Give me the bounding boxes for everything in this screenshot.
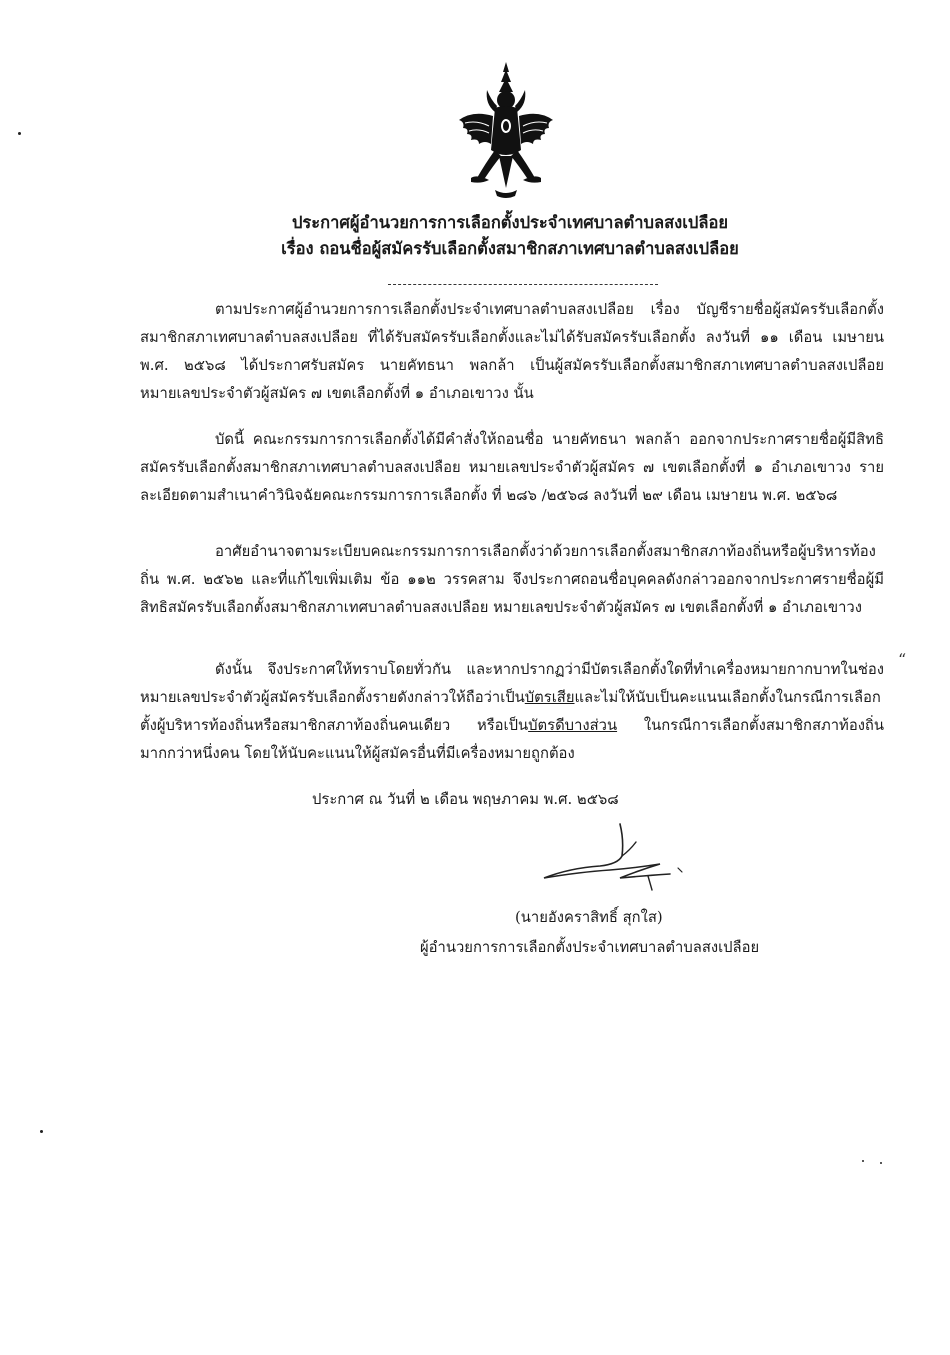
document-title (140, 210, 880, 262)
paragraph-4 (140, 656, 884, 768)
margin-mark: “ (898, 650, 907, 669)
scan-speck (40, 1130, 43, 1133)
paragraph-4-text-a: ดังนั้น จึงประกาศให้ทราบโดยทั่วกัน และหากปรากฏว่ามีบัตรเลือกตั้งใดที่ทำเครื่องหมายกากบาทในช่องหมายเลขประจำตัวผู้สมัครรับเลือกตั้งรายดังกล่าวให้ถือว่าเป็น (140, 661, 884, 706)
handwritten-signature (540, 820, 690, 900)
title-line-2: เรื่อง ถอนชื่อผู้สมัครรับเลือกตั้งสมาชิกสภาเทศบาลตำบลสงเปลือย (281, 239, 739, 258)
paragraph-4-text-b: และไม่ให้นับเป็นคะแนนเลือกตั้งในกรณีการเลือกตั้งผู้บริหารท้องถิ่นหรือสมาชิกสภาท้องถิ่นคนเดียว หรือเป็น (140, 689, 881, 734)
paragraph-2: บัดนี้ คณะกรรมการการเลือกตั้งได้มีคำสั่งให้ถอนชื่อ นายคัทธนา พลกล้า ออกจากประกาศรายชื่อผู้มีสิทธิสมัครรับเลือกตั้งสมาชิกสภาเทศบาลตำบลสงเปลือย หมายเลขประจำตัวผู้สมัคร ๗ เขตเลือกตั้งที่ ๑ อำเภอเขาวง รายละเอียดตามสำเนาคำวินิจฉัยคณะกรรมการการเลือกตั้ง ที่ ๒๘๖ /๒๕๖๘ ลงวันที่ ๒๙ เดือน เมษายน พ.ศ. ๒๕๖๘ (140, 431, 884, 504)
paragraph-4-text-c: ในกรณีการเลือกตั้งสมาชิกสภาท้องถิ่นมากกว่าหนึ่งคน โดยให้นับคะแนนให้ผู้สมัครอื่นที่มีเครื่องหมายถูกต้อง (140, 717, 884, 762)
scan-speck (862, 1160, 864, 1162)
title-divider (388, 284, 658, 285)
signer-name: (นายอังคราสิทธิ์ สุกใส) (515, 909, 663, 926)
scan-speck (18, 132, 21, 135)
paragraph-3: อาศัยอำนาจตามระเบียบคณะกรรมการการเลือกตั้งว่าด้วยการเลือกตั้งสมาชิกสภาท้องถิ่นหรือผู้บริหารท้องถิ่น พ.ศ. ๒๕๖๒ และที่แก้ไขเพิ่มเติม ข้อ ๑๑๒ วรรคสาม จึงประกาศถอนชื่อบุคคลดังกล่าวออกจากประกาศรายชื่อผู้มีสิทธิสมัครรับเลือกตั้งสมาชิกสภาเทศบาลตำบลสงเปลือย หมายเลขประจำตัวผู้สมัคร ๗ เขตเลือกตั้งที่ ๑ อำเภอเขาวง (140, 543, 884, 616)
decree-date: ประกาศ ณ วันที่ ๒ เดือน พฤษภาคม พ.ศ. ๒๕๖๘ (312, 791, 619, 808)
garuda-emblem-icon (455, 60, 557, 200)
scan-speck (880, 1162, 882, 1164)
title-line-1: ประกาศผู้อำนวยการการเลือกตั้งประจำเทศบาลตำบลสงเปลือย (291, 213, 729, 232)
invalid-ballot-term: บัตรเสีย (524, 689, 575, 706)
signer-title: ผู้อำนวยการการเลือกตั้งประจำเทศบาลตำบลสงเปลือย (420, 939, 760, 956)
paragraph-1: ตามประกาศผู้อำนวยการการเลือกตั้งประจำเทศบาลตำบลสงเปลือย เรื่อง บัญชีรายชื่อผู้สมัครรับเลือกตั้งสมาชิกสภาเทศบาลตำบลสงเปลือย ที่ได้รับสมัครรับเลือกตั้งและไม่ได้รับสมัครรับเลือกตั้ง ลงวันที่ ๑๑ เดือน เมษายน พ.ศ. ๒๕๖๘ ได้ประกาศรับสมัคร นายคัทธนา พลกล้า เป็นผู้สมัครรับเลือกตั้งสมาชิกสภาเทศบาลตำบลสงเปลือย หมายเลขประจำตัวผู้สมัคร ๗ เขตเลือกตั้งที่ ๑ อำเภอเขาวง นั้น (140, 301, 884, 402)
partially-valid-ballot-term: บัตรดีบางส่วน (528, 717, 618, 734)
